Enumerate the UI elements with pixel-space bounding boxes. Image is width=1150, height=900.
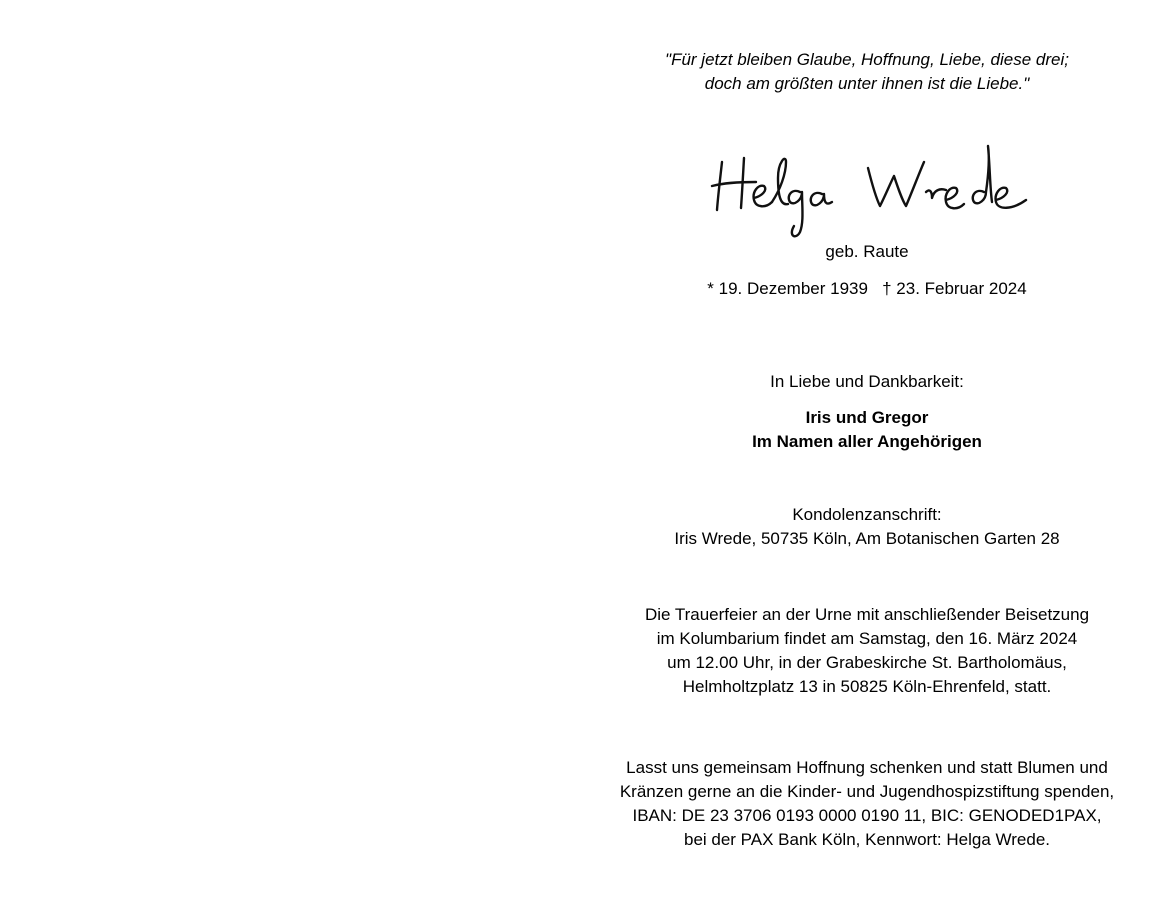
family-line: Im Namen aller Angehörigen — [752, 432, 982, 451]
birth-name — [582, 240, 1150, 264]
dedication-text: In Liebe und Dankbarkeit: — [770, 372, 964, 391]
quote-line: "Für jetzt bleiben Glaube, Hoffnung, Liebe, diese drei; — [665, 50, 1069, 69]
condolence-label: Kondolenzanschrift: — [792, 505, 942, 524]
life-dates — [582, 277, 1150, 301]
condolence-address — [582, 503, 1150, 551]
donation-line: IBAN: DE 23 3706 0193 0000 0190 11, BIC: GENODED1PAX, — [632, 806, 1102, 825]
funeral-line: Helmholtzplatz 13 in 50825 Köln-Ehrenfeld, statt. — [682, 677, 1052, 696]
handwritten-name-signature — [700, 140, 1040, 240]
donation-line: Kränzen gerne an die Kinder- und Jugendhospizstiftung spenden, — [619, 782, 1115, 801]
funeral-line: um 12.00 Uhr, in der Grabeskirche St. Bartholomäus, — [667, 653, 1067, 672]
birth-name-text: geb. Raute — [825, 242, 909, 261]
donation-line: Lasst uns gemeinsam Hoffnung schenken und statt Blumen und — [626, 758, 1108, 777]
bible-quote — [582, 48, 1150, 96]
donation-line: bei der PAX Bank Köln, Kennwort: Helga Wrede. — [683, 830, 1050, 849]
condolence-address-text: Iris Wrede, 50735 Köln, Am Botanischen Garten 28 — [674, 529, 1060, 548]
life-dates-text: * 19. Dezember 1939 † 23. Februar 2024 — [707, 279, 1027, 298]
donation-request — [582, 756, 1150, 852]
quote-line: doch am größten unter ihnen ist die Liebe." — [704, 74, 1030, 93]
funeral-line: Die Trauerfeier an der Urne mit anschließender Beisetzung — [644, 605, 1090, 624]
dedication — [582, 370, 1150, 394]
funeral-line: im Kolumbarium findet am Samstag, den 16. März 2024 — [656, 629, 1078, 648]
funeral-details — [582, 603, 1150, 699]
family-signatories — [582, 406, 1150, 454]
family-line: Iris und Gregor — [805, 408, 929, 427]
